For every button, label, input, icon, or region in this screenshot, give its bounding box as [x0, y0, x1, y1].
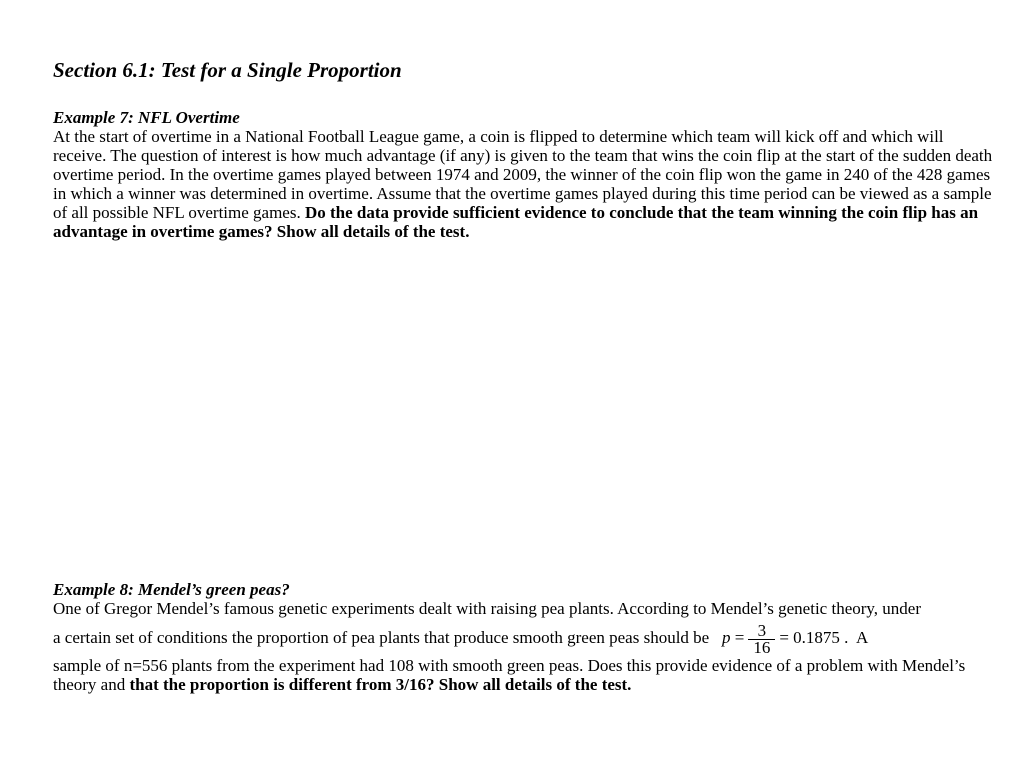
math-equals: =: [734, 628, 745, 647]
fraction-three-sixteenths: [748, 620, 775, 657]
example-8: [53, 580, 993, 694]
math-variable-p: p: [721, 628, 731, 647]
example-7-question: Do the data provide sufficient evidence to conclude that the team winning the coin flip has an advantage in overtime games? Show all details of the test.: [53, 203, 979, 241]
example-8-line-2-suffix: A: [855, 628, 869, 647]
math-value: = 0.1875 .: [779, 628, 849, 647]
section-title: Section 6.1: Test for a Single Proportion: [53, 58, 402, 82]
example-8-line-2-prefix: a certain set of conditions the proportion of pea plants that produce smooth green peas should be: [53, 628, 710, 647]
example-7-heading: Example 7: NFL Overtime: [53, 108, 240, 127]
example-7-body: At the start of overtime in a National Football League game, a coin is flipped to determine which team will kick off and which will receive. The question of interest is how much advantage (if any) is given to the team that wins the coin flip at the start of the sudden death overtime period. In the overtime games played between 1974 and 2009, the winner of the coin flip won the game in 240 of the 428 games in which a winner was determined in overtime. Assume that the overtime games played during this time period can be viewed as a sample of all possible NFL overtime games.: [53, 127, 993, 222]
fraction-denominator: 16: [753, 637, 771, 657]
example-8-body: sample of n=556 plants from the experiment had 108 with smooth green peas. Does this provide evidence of a problem with Mendel’s theory and: [53, 656, 966, 694]
fraction-numerator: 3: [748, 623, 775, 640]
example-8-heading: Example 8: Mendel’s green peas?: [53, 580, 290, 599]
example-7: [53, 108, 993, 241]
example-8-text: [53, 656, 993, 694]
example-8-question: that the proportion is different from 3/16? Show all details of the test.: [129, 675, 632, 694]
example-8-line-1: One of Gregor Mendel’s famous genetic experiments dealt with raising pea plants. According to Mendel’s genetic theory, under: [53, 599, 922, 618]
example-8-math-line: [53, 620, 993, 656]
example-7-text: [53, 127, 993, 241]
